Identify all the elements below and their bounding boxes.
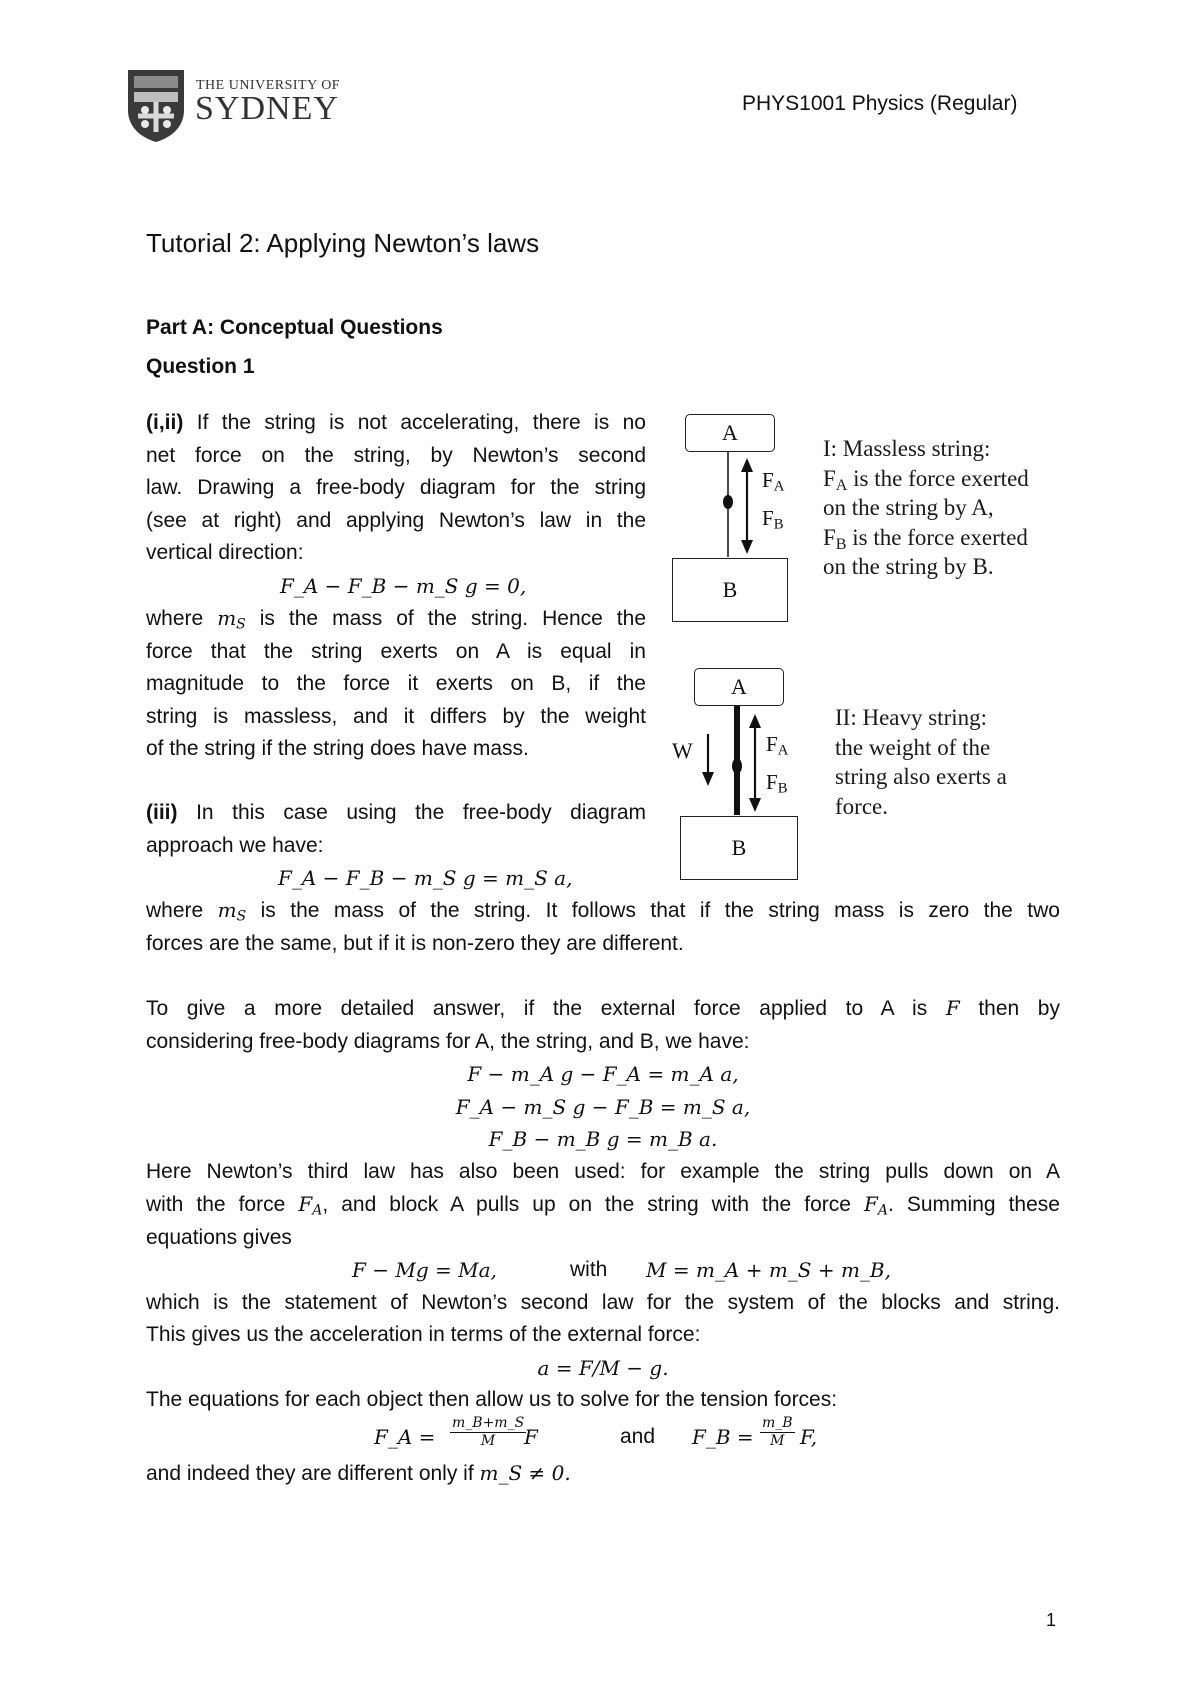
caption1-line-2: is the force exerted: [847, 465, 1029, 491]
university-logo: [124, 66, 344, 146]
para3-line-6: which is the statement of Newton’s second law for the system of the blocks and string.: [146, 1290, 1060, 1314]
para3-line4-mid: , and block A pulls up on the string with the force: [322, 1193, 851, 1216]
block-b2-label: B: [731, 835, 747, 860]
equation-sum-with: with: [570, 1258, 608, 1281]
caption2-line-4: force.: [835, 793, 888, 819]
page-title: Tutorial 2: Applying Newton’s laws: [146, 228, 540, 258]
crest-icon: [124, 66, 188, 144]
para3-line-5: equations gives: [146, 1225, 292, 1249]
diagram-heavy: [660, 668, 800, 898]
force-b-label-2: [766, 770, 787, 795]
force-b2-sub: B: [777, 780, 788, 797]
page-number: 1: [1046, 1610, 1057, 1630]
force-a-sub: A: [773, 478, 785, 495]
part-heading: Part A: Conceptual Questions: [146, 316, 443, 339]
eq-heavy-text: F_A − F_B − m_S g = m_S a,: [278, 866, 573, 890]
eq-fb-rhs: F,: [800, 1424, 818, 1449]
para2-line-end: forces are the same, but if it is non-zero they are different.: [146, 931, 684, 955]
diagram-massless: [660, 400, 800, 630]
caption1-fb-sub: B: [835, 535, 847, 553]
caption2-line-1: II: Heavy string:: [835, 705, 988, 730]
para3-line-3: Here Newton’s third law has also been used: for example the string pulls down on A: [146, 1159, 1060, 1183]
para1-line-5: vertical direction:: [146, 541, 304, 564]
label-i-ii: (i,ii): [146, 411, 184, 434]
para3-line4-pre: with the force: [146, 1193, 286, 1216]
where2-post: is the mass of the string. It follows that if the string mass is zero the two: [260, 899, 1060, 922]
question-heading: Question 1: [146, 355, 255, 378]
block-a-label: A: [722, 420, 738, 445]
caption1-fa-sub: A: [835, 476, 848, 494]
eq-fa-lhs: F_A =: [374, 1424, 436, 1449]
caption1-fa: F: [823, 465, 836, 491]
label-iii: (iii): [146, 801, 178, 824]
para1-line-9: magnitude to the force it exerts on B, if the: [146, 672, 646, 695]
force-a2-sub: A: [777, 742, 789, 759]
eq-fa-num: m_B+m_S: [452, 1414, 525, 1431]
m-s-symbol-2: $m_S$: [217, 898, 247, 925]
caption-heavy: [835, 703, 1007, 821]
equation-acceleration: a = F/M − g.: [537, 1355, 669, 1380]
caption1-line-4: is the force exerted: [846, 524, 1028, 550]
eq-text: F_A − F_B − m_S g = 0,: [280, 573, 527, 598]
caption2-line-2: the weight of the: [835, 734, 991, 760]
block-b-label: B: [722, 577, 738, 602]
caption1-line-5: on the string by B.: [823, 554, 994, 579]
f-a-symbol-1: $F_A$: [298, 1192, 323, 1219]
para3-line4-post: . Summing these: [888, 1193, 1060, 1216]
eq-fb-fraction: [760, 1415, 795, 1450]
where2-pre: where: [146, 899, 204, 922]
caption1-line-3: on the string by A,: [823, 495, 994, 520]
weight-label: W: [672, 738, 693, 763]
logo-line-2: SYDNEY: [195, 90, 339, 127]
para1-line-8: force that the string exerts on A is equal in: [146, 639, 646, 663]
where-post: is the mass of the string. Hence the: [259, 607, 646, 630]
force-a-letter: F: [762, 468, 774, 492]
equation-massless: [146, 570, 646, 603]
para2-line-1: In this case using the free-body diagram: [196, 801, 646, 824]
caption-massless: [823, 434, 1029, 582]
equation-sum-right: M = m_A + m_S + m_B,: [646, 1258, 891, 1282]
equation-sum-row: [146, 1254, 1060, 1287]
para1-line-3: law. Drawing a free-body diagram for the string: [146, 476, 646, 499]
para3-line1-pre: To give a more detailed answer, if the external force applied to A is: [146, 997, 928, 1020]
equation-a: F − m_A g − F_A = m_A a,: [467, 1062, 739, 1086]
caption1-line-1: I: Massless string:: [823, 436, 991, 461]
eq-and: and: [620, 1424, 656, 1448]
para3-line9-math: m_S ≠ 0.: [479, 1460, 571, 1485]
caption1-fb: F: [823, 524, 836, 550]
equation-heavy: [146, 862, 646, 895]
eq-fa-den: M: [480, 1432, 496, 1449]
paragraph-iii-cont: [146, 894, 1060, 960]
m-s-symbol: $m_S$: [217, 606, 246, 633]
equation-tensions-row: [146, 1414, 1060, 1457]
para3-line-8: The equations for each object then allow us to solve for the tension forces:: [146, 1388, 838, 1411]
paragraph-i-ii: [146, 407, 646, 766]
eq-fa-rhs: F: [524, 1424, 538, 1449]
eq-fb-num: m_B: [762, 1414, 793, 1431]
eq-fb-lhs: F_B =: [692, 1424, 754, 1449]
f-symbol: F: [945, 996, 960, 1020]
force-b-sub: B: [773, 516, 784, 533]
f-a-symbol-2: $F_A$: [863, 1192, 888, 1219]
force-a-label-1: [762, 468, 784, 493]
equation-sum-left: F − Mg = Ma,: [352, 1258, 497, 1282]
force-a-label-2: [766, 732, 788, 757]
equation-b: F_B − m_B g = m_B a.: [488, 1127, 718, 1151]
eq-fa-fraction: [450, 1415, 526, 1450]
force-b-letter: F: [762, 506, 774, 530]
para3-line1-post: then by: [978, 997, 1060, 1020]
para3-line-7: This gives us the acceleration in terms of the external force:: [146, 1323, 701, 1346]
para1-line-1: If the string is not accelerating, there is no: [196, 411, 646, 434]
force-b2-letter: F: [766, 770, 778, 794]
caption2-line-3: string also exerts a: [835, 764, 1007, 789]
para1-line-11: of the string if the string does have mass.: [146, 737, 529, 760]
para2-line-2: approach we have:: [146, 833, 324, 857]
para3-line-2: considering free-body diagrams for A, the string, and B, we have:: [146, 1029, 750, 1053]
where-pre: where: [146, 607, 204, 630]
para1-line-4: (see at right) and applying Newton’s law in the: [146, 508, 646, 532]
paragraph-detailed: [146, 992, 1060, 1490]
para1-line-10: string is massless, and it differs by the weight: [146, 704, 646, 728]
force-b-label-1: [762, 506, 783, 531]
equation-string: F_A − m_S g − F_B = m_S a,: [455, 1094, 751, 1119]
logo-line-1: THE UNIVERSITY OF: [196, 78, 341, 93]
para3-line9-pre: and indeed they are different only if: [146, 1461, 474, 1485]
course-code: PHYS1001 Physics (Regular): [742, 92, 1018, 115]
block-a2-label: A: [731, 674, 747, 699]
force-a2-letter: F: [766, 732, 778, 756]
para1-line-2: net force on the string, by Newton’s second: [146, 443, 646, 467]
eq-fb-den: M: [770, 1432, 785, 1449]
paragraph-iii: [146, 797, 646, 895]
